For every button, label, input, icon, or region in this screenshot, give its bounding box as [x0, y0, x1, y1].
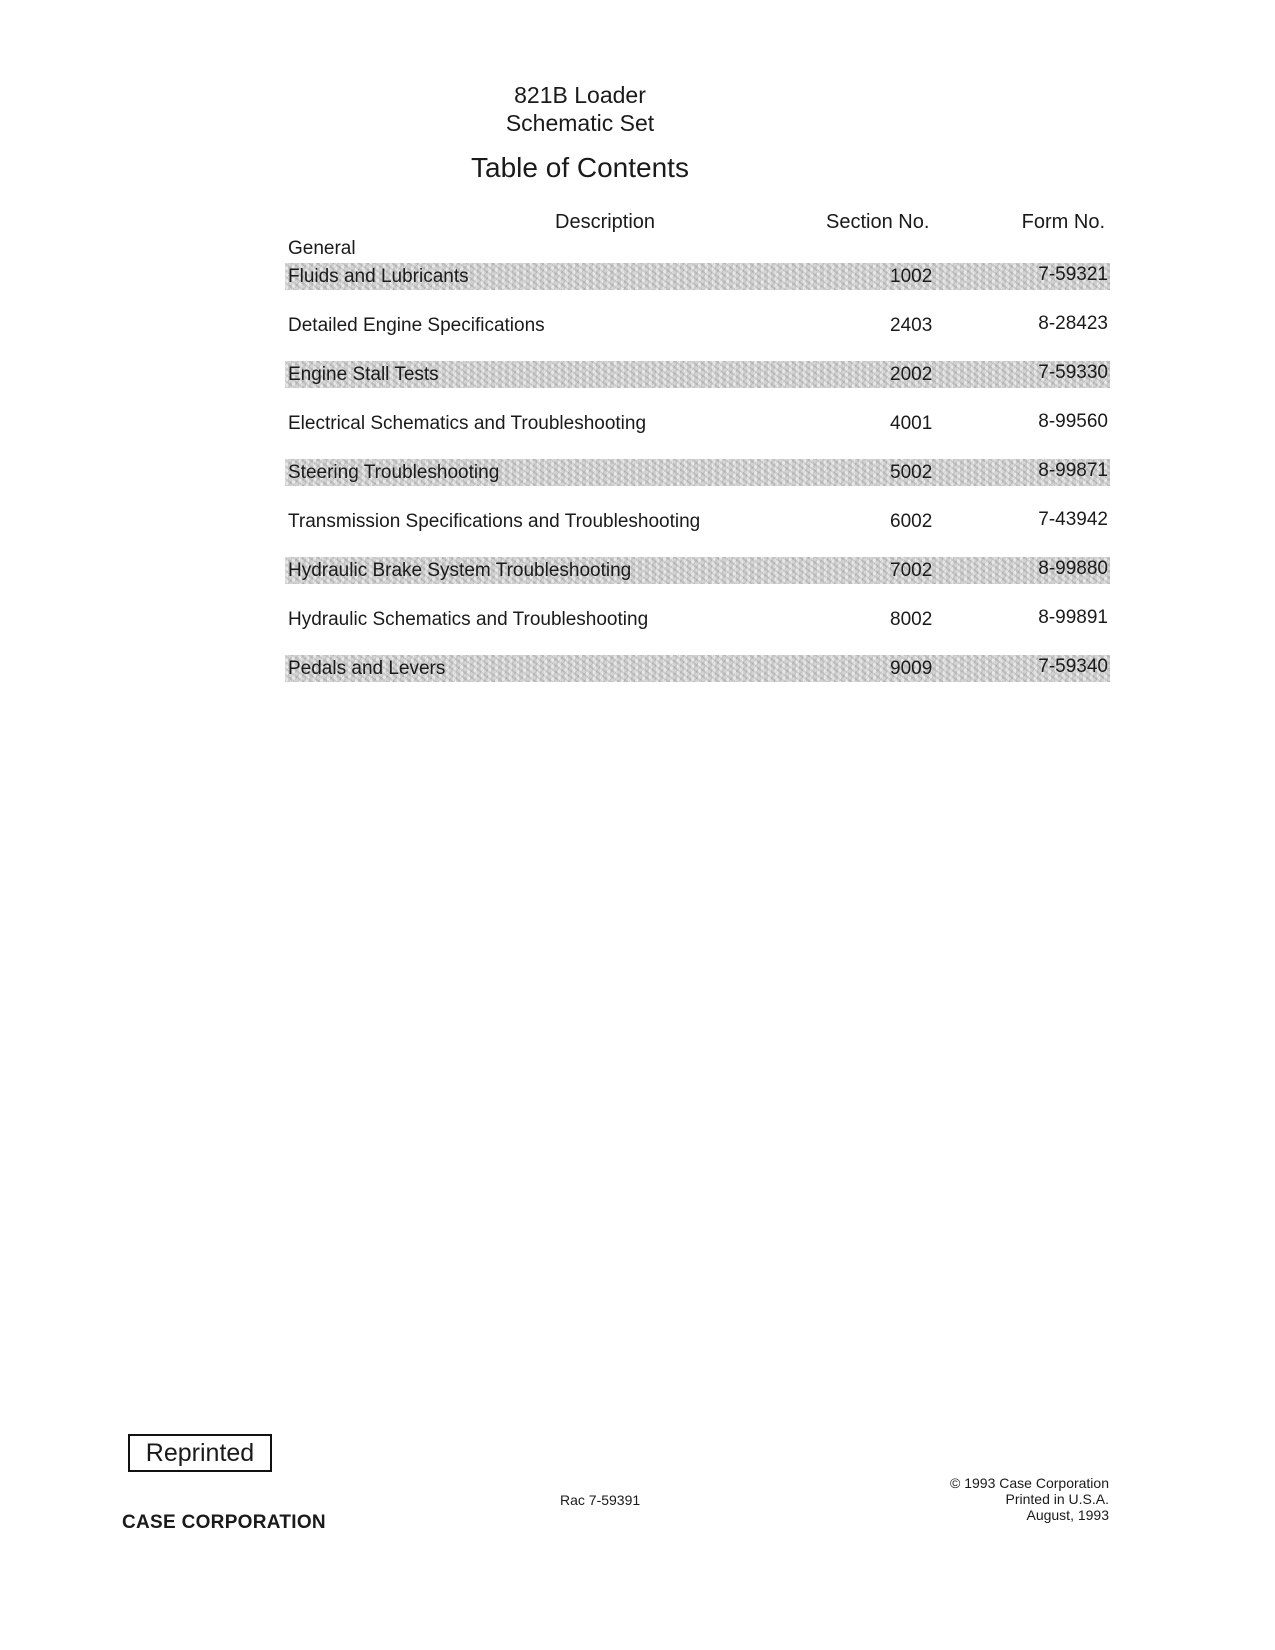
copyright-line: © 1993 Case Corporation [950, 1475, 1109, 1491]
toc-row [285, 356, 1110, 405]
row-section-number: 2403 [890, 315, 933, 336]
row-section-number: 1002 [890, 266, 933, 287]
imprint-block [849, 1475, 1109, 1523]
row-form-number: 7-59321 [1038, 264, 1108, 285]
toc-row [285, 258, 1110, 307]
row-form-number: 8-99880 [1038, 558, 1108, 579]
toc-row [285, 454, 1110, 503]
row-description: Transmission Specifications and Troubleshooting [288, 511, 701, 532]
column-header-form: Form No. [1021, 211, 1105, 233]
row-description: Hydraulic Schematics and Troubleshooting [288, 609, 649, 630]
row-description: Electrical Schematics and Troubleshooting [288, 413, 647, 434]
row-section-number: 8002 [890, 609, 933, 630]
row-description: Engine Stall Tests [288, 364, 439, 385]
row-section-number: 7002 [890, 560, 933, 581]
toc-row [285, 503, 1110, 552]
row-section-number: 4001 [890, 413, 933, 434]
toc-row [285, 405, 1110, 454]
row-description: Fluids and Lubricants [288, 266, 469, 287]
toc-table [285, 258, 1110, 699]
row-form-number: 7-43942 [1038, 509, 1108, 530]
row-section-number: 2002 [890, 364, 933, 385]
document-subtitle: Schematic Set [505, 110, 655, 136]
row-form-number: 8-99560 [1038, 411, 1108, 432]
toc-heading: Table of Contents [471, 152, 689, 183]
date-line: August, 1993 [1026, 1507, 1109, 1523]
toc-row [285, 650, 1110, 699]
row-form-number: 7-59340 [1038, 656, 1108, 677]
column-header-section: Section No. [826, 211, 930, 233]
row-form-number: 8-99871 [1038, 460, 1108, 481]
row-description: Pedals and Levers [288, 658, 446, 679]
row-form-number: 7-59330 [1038, 362, 1108, 383]
row-section-number: 9009 [890, 658, 933, 679]
toc-row [285, 307, 1110, 356]
form-reference: Rac 7-59391 [560, 1492, 641, 1508]
row-description: Detailed Engine Specifications [288, 315, 545, 336]
row-section-number: 6002 [890, 511, 933, 532]
group-label: General [288, 238, 356, 259]
printed-line: Printed in U.S.A. [1005, 1491, 1109, 1507]
row-description: Hydraulic Brake System Troubleshooting [288, 560, 632, 581]
document-title: 821B Loader [514, 82, 646, 108]
row-form-number: 8-28423 [1038, 313, 1108, 334]
company-name: CASE CORPORATION [122, 1512, 326, 1533]
toc-row [285, 552, 1110, 601]
row-form-number: 8-99891 [1038, 607, 1108, 628]
reprinted-stamp: Reprinted [128, 1434, 272, 1472]
column-header-description: Description [555, 211, 656, 233]
row-section-number: 5002 [890, 462, 933, 483]
toc-row [285, 601, 1110, 650]
row-description: Steering Troubleshooting [288, 462, 500, 483]
